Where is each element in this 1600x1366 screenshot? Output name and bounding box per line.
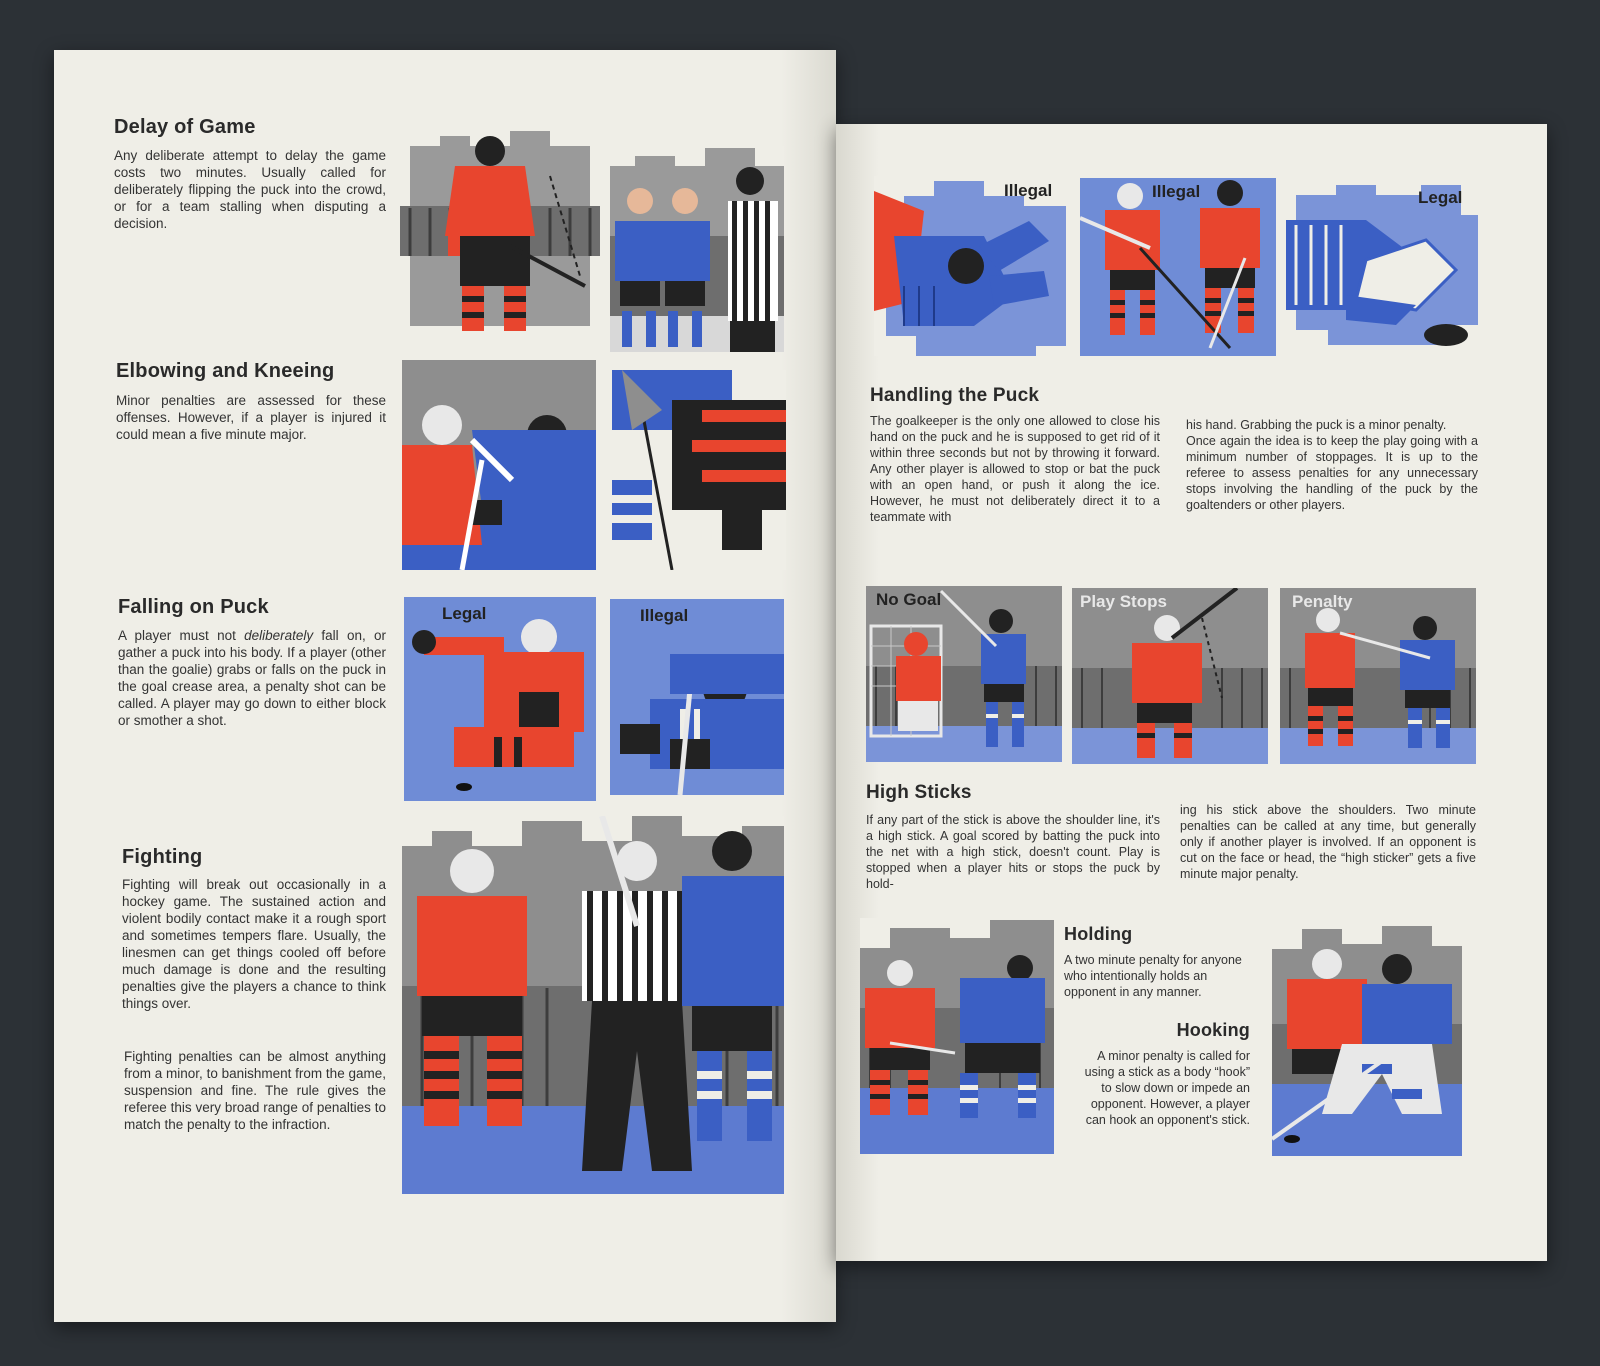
fighting-title: Fighting (122, 846, 203, 868)
no-goal-label: No Goal (876, 590, 942, 609)
hooking-illustration (1272, 924, 1462, 1156)
hooking-text: A minor penalty is called for using a stick as a body “hook” to slow down or impede an opponent. However, a player can hook an opponent's stick. (1084, 1049, 1250, 1127)
penalty-label: Penalty (1292, 592, 1353, 611)
handling-legal-glove-illustration (1286, 180, 1478, 356)
fighting-illustration (402, 816, 784, 1194)
holding-illustration (860, 918, 1054, 1154)
handling-col2-para1: his hand. Grabbing the puck is a minor penalty. (1186, 418, 1447, 432)
hooking-title: Hooking (1176, 1020, 1250, 1040)
fighting-text-2: Fighting penalties can be almost anything from a minor, to banishment from the game, suspension and fine. The rule gives the referee this very broad range of penalties to match the penalty to the infraction. (124, 1049, 386, 1132)
handling-illegal-players-illustration (1080, 178, 1276, 356)
high-sticks-text-col2: ing his stick above the shoulders. Two minute penalties can be called at any time, but generally only if another player is involved. If an opponent is cut on the face or head, the “high sticker” gets a five minute major penalty. (1180, 803, 1476, 881)
falling-legal-illustration (404, 597, 596, 801)
high-sticks-text-col1: If any part of the stick is above the shoulder line, it's a high stick. A goal scored by batting the puck into the net with a high stick, doesn't count. Play is stopped when a player hits or stops the puck by hold- (866, 813, 1160, 891)
elbowing-illustration-2 (612, 370, 786, 570)
elbowing-illustration-1 (402, 360, 596, 570)
fighting-text-1: Fighting will break out occasionally in a hockey game. The sustained action and violent bodily contact make it a rough sport and sometimes tempers flare. Usually, the linesmen can get things cooled off before much damage is done and the resulting penalties give the players a chance to think things over. (122, 877, 386, 1011)
elbowing-kneeing-title: Elbowing and Kneeing (116, 360, 335, 382)
delay-of-game-title: Delay of Game (114, 116, 256, 138)
legal-label: Legal (442, 604, 487, 623)
holding-title: Holding (1064, 924, 1133, 944)
high-sticks-no-goal-illustration (866, 586, 1062, 762)
play-stops-label: Play Stops (1080, 592, 1167, 611)
right-page (836, 124, 1547, 1261)
illegal-label-1: Illegal (1004, 181, 1053, 200)
falling-illegal-illustration (610, 599, 784, 795)
handling-illegal-glove-illustration (874, 176, 1066, 356)
handling-col2-para2: Once again the idea is to keep the play going with a minimum number of stoppages. It is up to the referee to assess penalties for any unnecessary stops involving the handling of the puck by the goaltenders or other players. (1186, 434, 1478, 512)
illegal-label-2: Illegal (1152, 182, 1201, 201)
elbowing-kneeing-text: Minor penalties are assessed for these offenses. However, if a player is injured it could mean a five minute major. (116, 393, 386, 442)
delay-of-game-illustration-1 (400, 126, 600, 334)
falling-on-puck-text: A player must not deliberately fall on, or gather a puck into his body. If a player (other than the goalie) grabs or falls on the puck in the goal crease area, a penalty shot can be called. A player may go down to either block or smother a shot. (118, 628, 386, 728)
handling-the-puck-text-col2 (1186, 417, 1478, 513)
holding-text: A two minute penalty for anyone who intentionally holds an opponent in any manner. (1064, 953, 1242, 999)
falling-on-puck-title: Falling on Puck (118, 596, 269, 618)
high-sticks-play-stops-illustration (1072, 588, 1268, 764)
high-sticks-penalty-illustration (1280, 588, 1476, 764)
illegal-label: Illegal (640, 606, 689, 625)
handling-the-puck-text-col1: The goalkeeper is the only one allowed to close his hand on the puck and he is supposed to get rid of it within three seconds but not by throwing it forward. Any other player is allowed to stop or bat the puck with an open hand, or push it along the ice. However, he must not deliberately direct it to a teammate with (870, 414, 1160, 524)
high-sticks-title: High Sticks (866, 782, 972, 803)
left-page (54, 50, 836, 1322)
legal-label-right: Legal (1418, 188, 1463, 207)
delay-of-game-illustration-2 (610, 146, 784, 352)
delay-of-game-text: Any deliberate attempt to delay the game costs two minutes. Usually called for deliberately flipping the puck into the crowd, or for a team stalling when disputing a decision. (114, 148, 386, 231)
handling-the-puck-title: Handling the Puck (870, 385, 1040, 406)
